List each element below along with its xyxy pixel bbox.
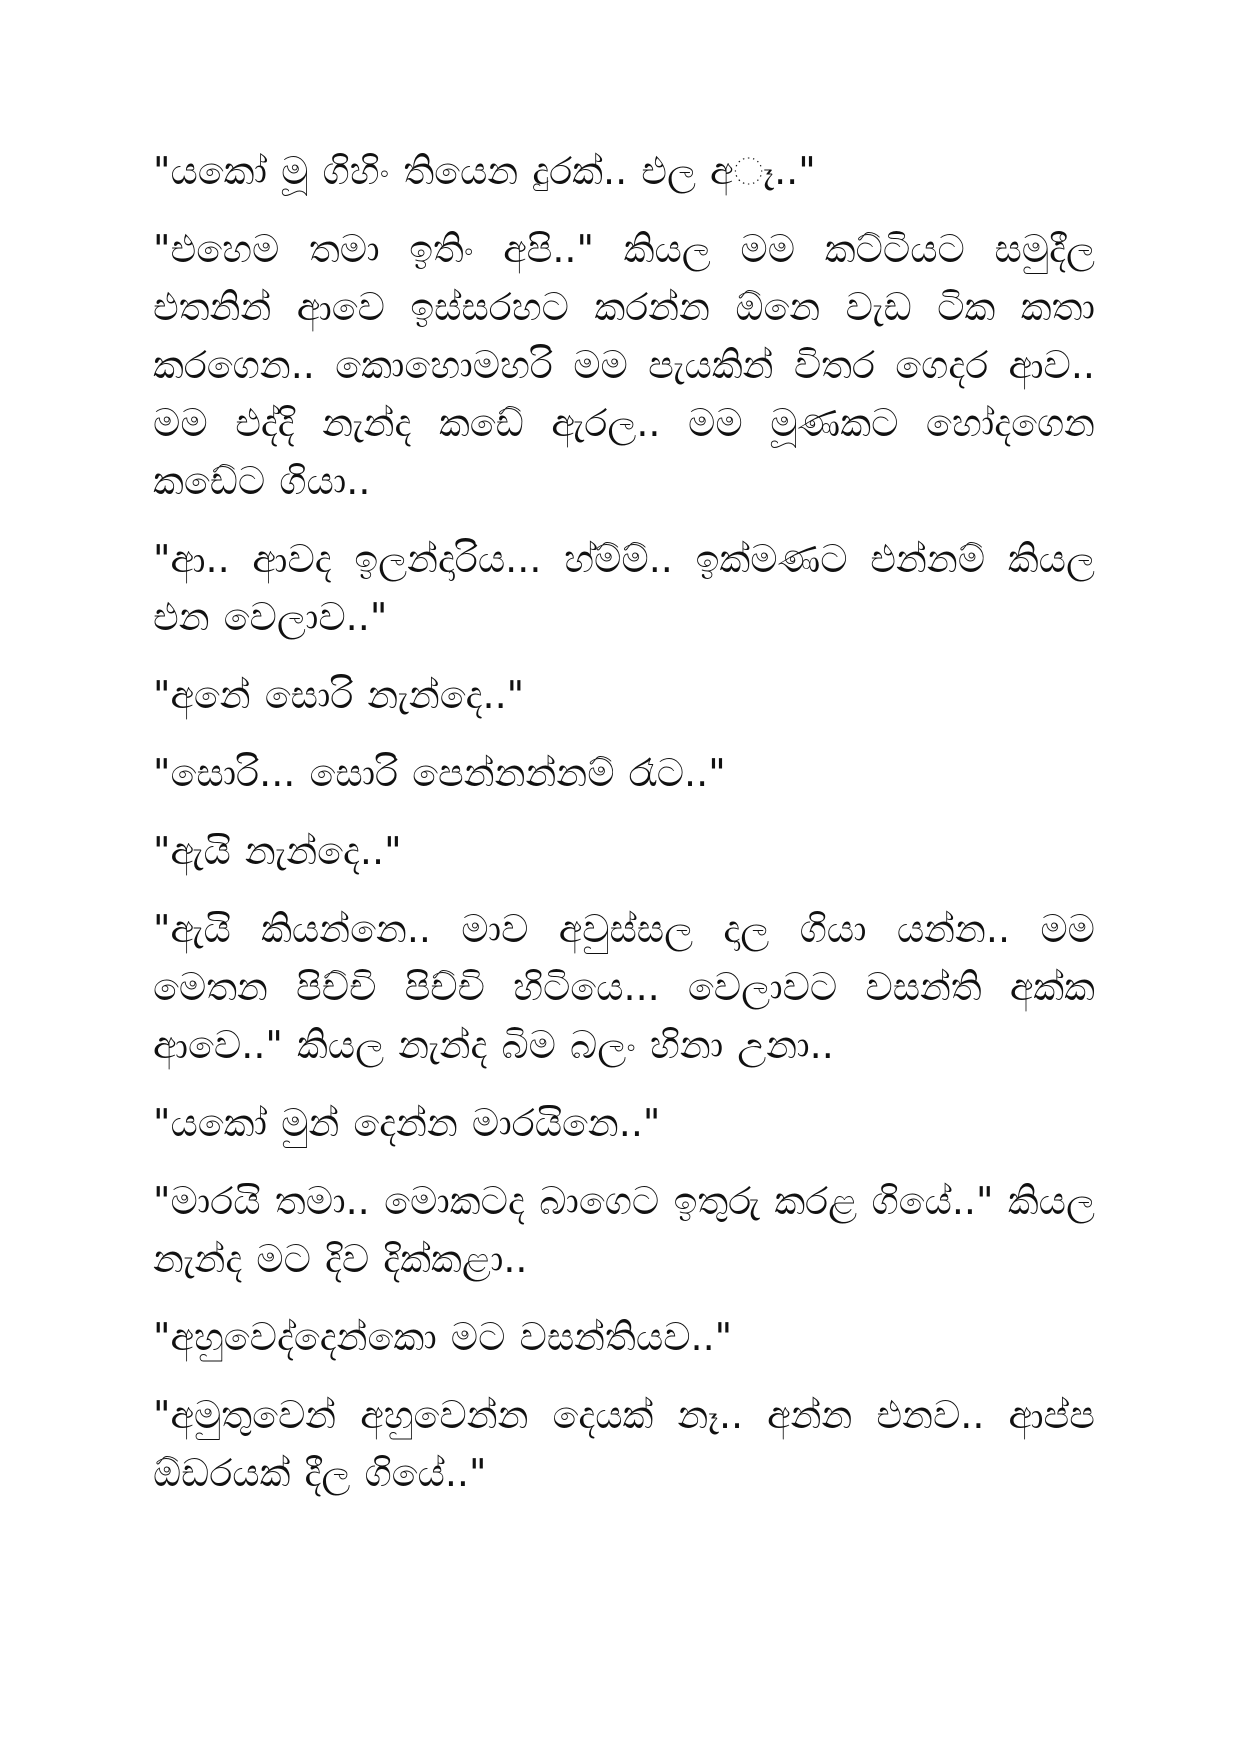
paragraph-5: "සොරි... සොරි පෙන්නන්නම් රෑට.." [153, 751, 726, 795]
paragraph-10: "අහුවෙද්දෙන්කො මට වසන්තියව.." [153, 1315, 733, 1359]
paragraph-4: "අනේ සොරි නැන්දෙ.." [153, 673, 525, 717]
paragraph-2: "එහෙම තමා ඉතිං අපි.." කියල මම කට්ටියට සමුදීල එතනින් ආවෙ ඉස්සරහට කරන්න ඕනෙ වැඩ ටික කතා කරගෙන.. කොහොමහරි මම පැයකින් විතර ගෙදර ආව.. මම එද්දි නැන්ද කඩේ ඇරල.. මම මූණකට හෝදගෙන කඩේට ගියා.. [153, 227, 1095, 503]
paragraph-7: "ඇයි කියන්නෙ.. මාව අවුස්සල දාල ගියා යන්න.. මම මෙතන පිච්චි පිච්චි හිටියෙ... වෙලාවට වසන්ති අක්ක ආවෙ.." කියල නැන්ද බිම බලං හිනා උනා.. [153, 907, 1095, 1067]
paragraph-6: "ඇයි නැන්දෙ.." [153, 829, 402, 873]
paragraph-3: "ආ.. ආවද ඉලන්දාරිය... හ්ම්ම්.. ඉක්මණට එන්නම් කියල එන වෙලාව.." [153, 537, 1095, 639]
paragraph-1: "යකෝ මූ ගිහිං තියෙන දුරක්.. එල අෑ.." [153, 149, 816, 193]
paragraph-11: "අමුතුවෙන් අහුවෙන්න දෙයක් නෑ.. අන්න එනව.. ආප්ප ඕඩරයක් දීල ගියේ.." [153, 1393, 1095, 1495]
story-text [153, 142, 1095, 1522]
paragraph-9: "මාරයි තමා.. මොකටද බාගෙට ඉතුරු කරළ ගියේ.." කියල නැන්ද මට දිව දික්කළා.. [153, 1179, 1095, 1281]
paragraph-8: "යකෝ මුන් දෙන්න මාරයිනෙ.." [153, 1101, 661, 1145]
